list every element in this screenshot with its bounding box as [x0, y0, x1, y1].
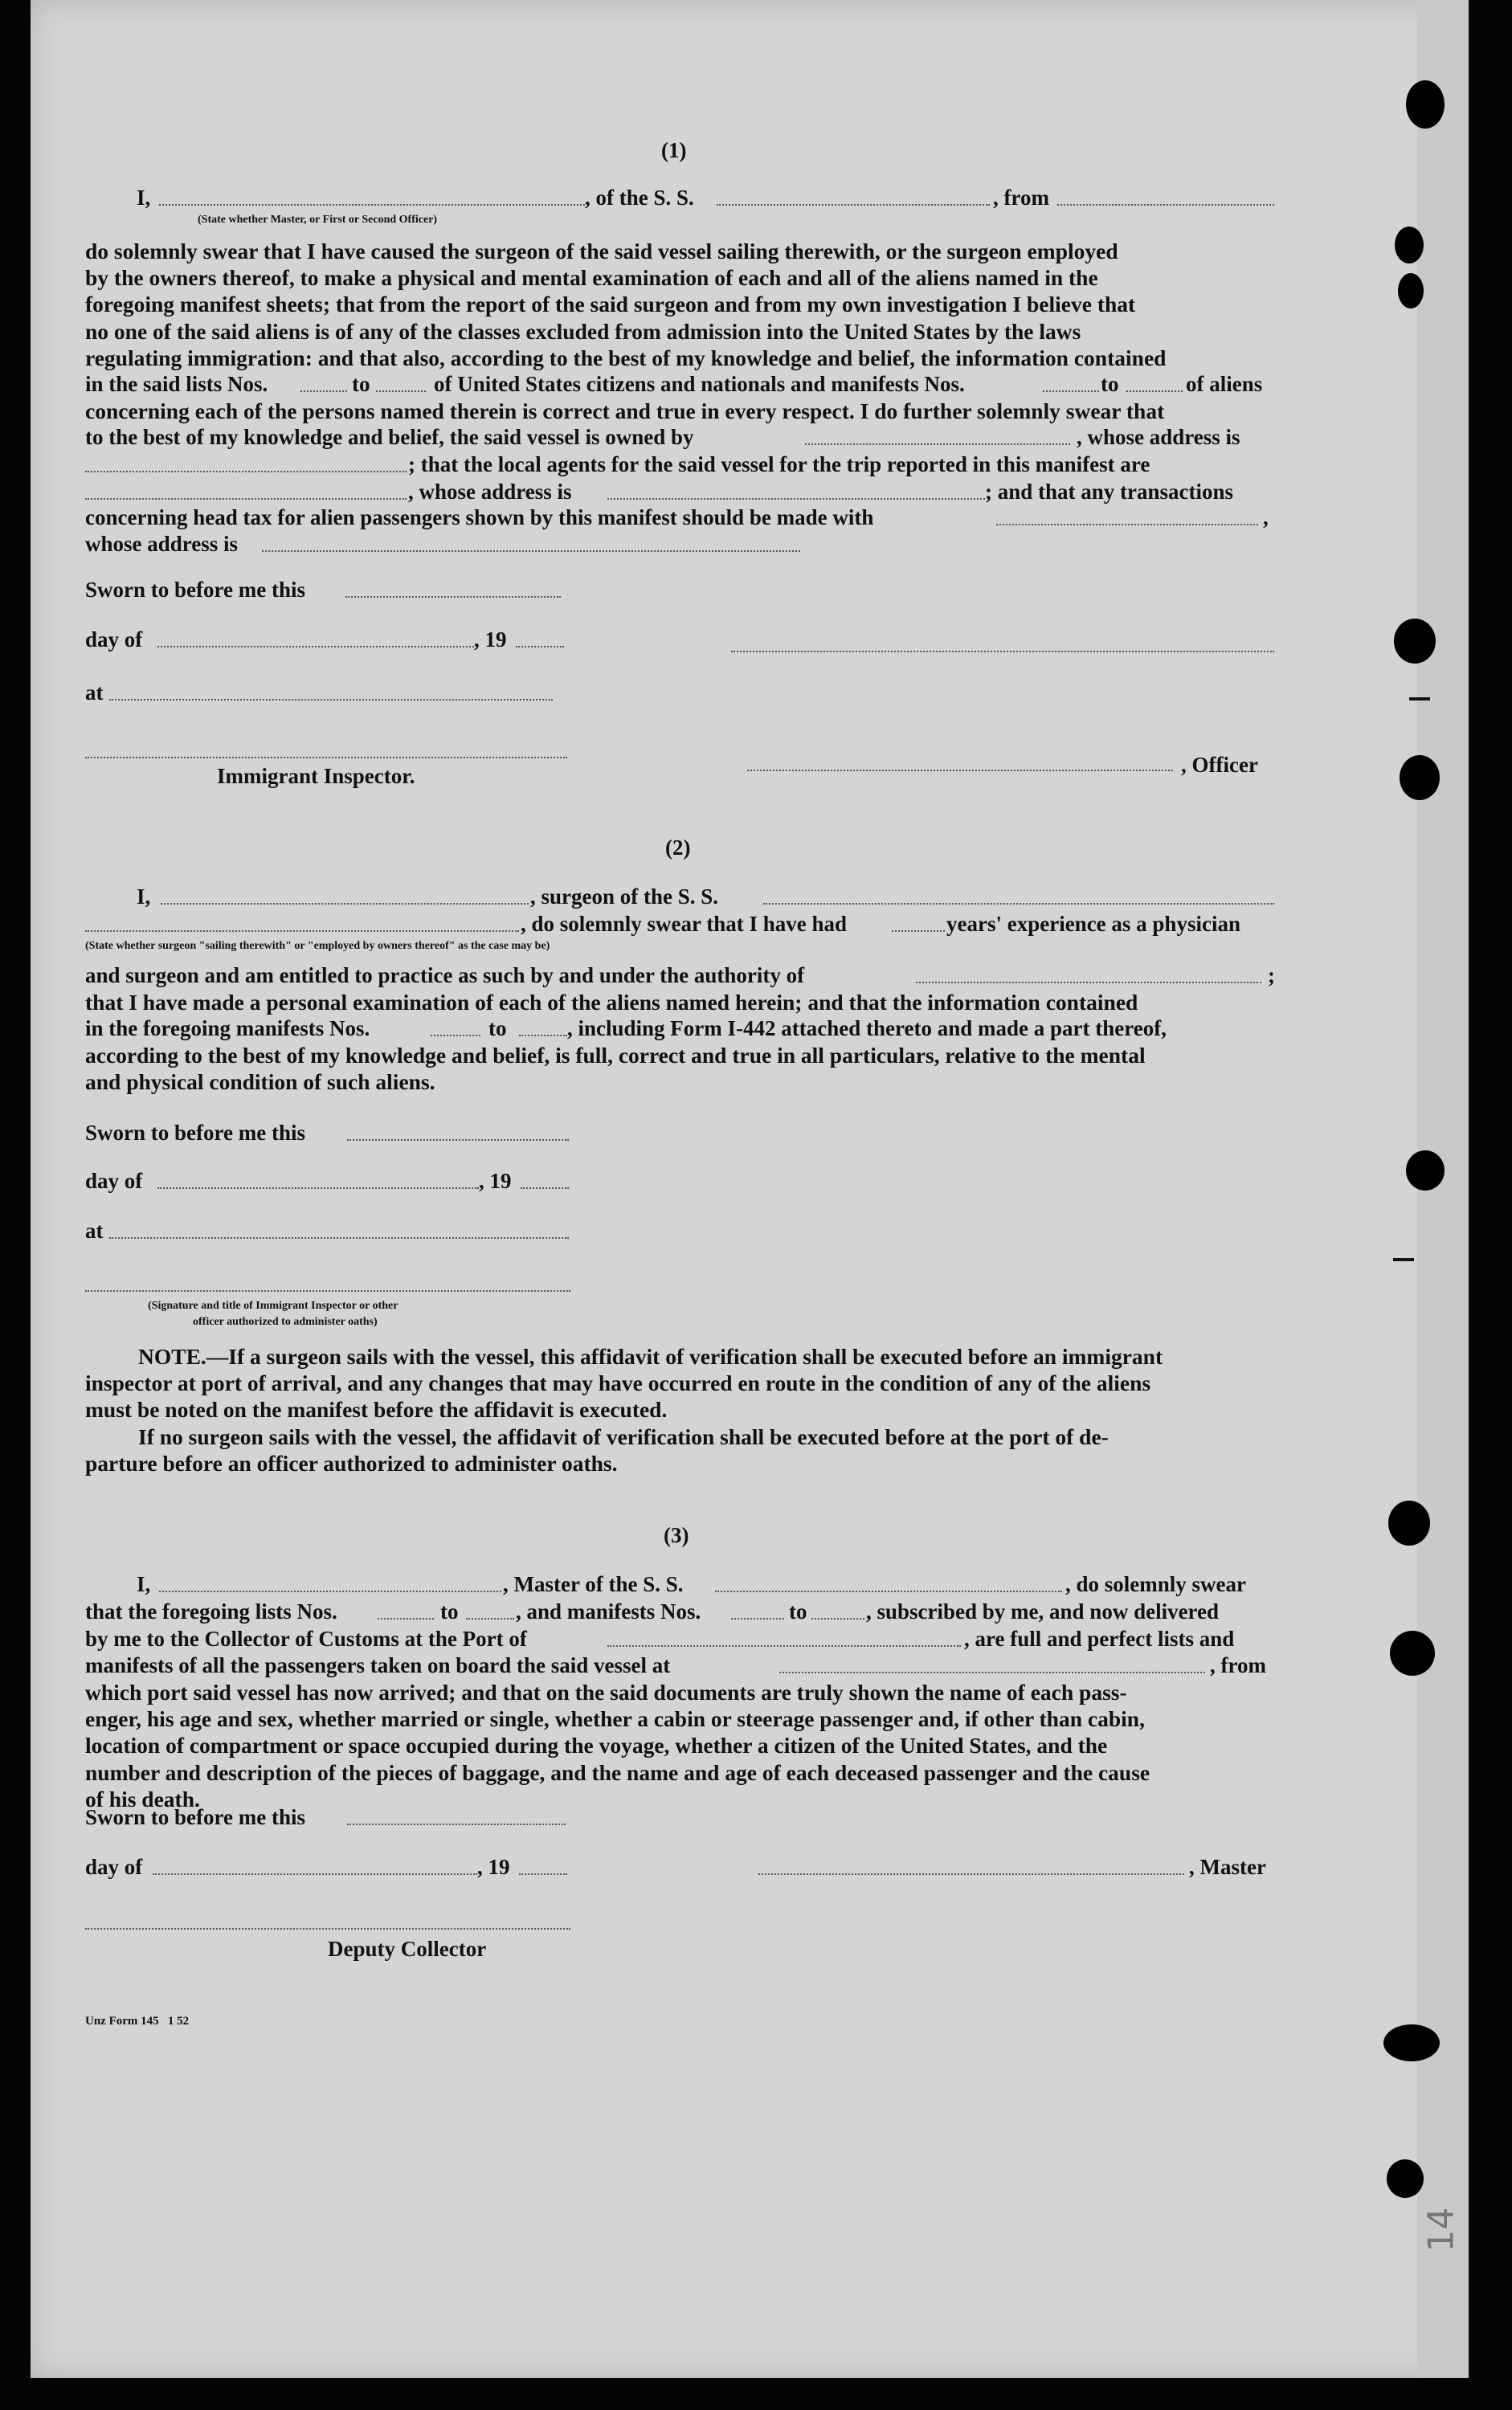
p2-body: that I have made a personal examination of each of the aliens named herein; and that the information contained: [85, 990, 1138, 1015]
p3-port-field[interactable]: [607, 1645, 961, 1647]
p3-port-a: by me to the Collector of Customs at the Port of: [85, 1627, 527, 1651]
p1-lists-b: of United States citizens and nationals and manifests Nos.: [434, 372, 965, 396]
p2-note: NOTE.—If a surgeon sails with the vessel, this affidavit of verification shall be executed before an immigrant inspector at port of arrival, and any changes that may have occurred en route in the condition of any of the aliens must be noted on the manifest before the affidavit is executed. If no surgeon sails with the vessel, the affidavit of verification shall be executed before at the port of de- parture before an officer authorized to administer oaths.: [85, 1344, 1163, 1476]
p1-agents-address-field[interactable]: [607, 498, 985, 500]
p3-board-a: manifests of all the passengers taken on board the said vessel at: [85, 1653, 671, 1677]
margin-mark: 14: [1420, 2207, 1462, 2253]
p2-manifests-from-field[interactable]: [431, 1035, 480, 1036]
p1-lists-c: of aliens: [1186, 372, 1263, 396]
p1-head-tax-address-field[interactable]: [262, 550, 800, 552]
p3-deputy-signature-line[interactable]: [85, 1928, 570, 1930]
p2-authority: and surgeon and am entitled to practice as such by and under the authority of: [85, 963, 805, 987]
p2-at: at: [85, 1219, 104, 1243]
punch-hole: [1388, 1501, 1430, 1546]
p2-years: years' experience as a physician: [946, 912, 1240, 936]
p1-immigrant-inspector: Immigrant Inspector.: [217, 764, 415, 788]
p1-body: do solemnly swear that I have caused the surgeon of the said vessel sailing therewith, or the surgeon employed by the owners thereof, to make a physical and mental examination of each and all of the aliens named in the foregoing manifest sheets; that from the report of the said surgeon and from my own investigation I believe that no one of the said aliens is of any of the classes excluded from admission into the United States by the laws regulating immigration: and that also, according to the best of my knowledge and belief, the information contained: [85, 239, 1167, 370]
p1-nineteen: , 19: [474, 627, 507, 652]
p2-manifests-to: to: [488, 1016, 507, 1040]
p2-swear: , do solemnly swear that I have had: [521, 912, 848, 936]
p3-lists-to2: to: [789, 1599, 807, 1624]
p1-agents: ; that the local agents for the said vessel for the trip reported in this manifest are: [408, 452, 1150, 476]
p1-manifests-to-field[interactable]: [1126, 390, 1183, 392]
p3-lists-b: , and manifests Nos.: [516, 1599, 701, 1624]
p3-nineteen: , 19: [477, 1855, 510, 1879]
p1-of-ss: , of the S. S.: [585, 186, 694, 210]
punch-hole: [1394, 619, 1436, 664]
p3-lists-to1: to: [440, 1599, 459, 1624]
p3-lists-a: that the foregoing lists Nos.: [85, 1599, 337, 1624]
p3-master-of-ss: , Master of the S. S.: [503, 1572, 684, 1596]
p2-years-field[interactable]: [892, 930, 945, 932]
p3-i: I,: [137, 1572, 151, 1596]
p3-sworn: Sworn to before me this: [85, 1805, 305, 1829]
p2-manifests-a: in the foregoing manifests Nos.: [85, 1016, 370, 1040]
p2-sig-note-2: officer authorized to administer oaths): [193, 1316, 378, 1328]
p3-body: which port said vessel has now arrived; and that on the said documents are truly shown the name of each pass- enger, his age and sex, whether married or single, whether a cabin or steerage passenger and, if other than cabin, location of compartment or space occupied during the voyage, whether a citizen of the United States, and the number and description of the pieces of baggage, and the name and age of each deceased passenger and the cause of his death.: [85, 1680, 1150, 1812]
punch-hole: [1400, 755, 1440, 800]
punch-hole: [1395, 227, 1424, 263]
section-3-number: (3): [664, 1523, 689, 1547]
p1-transactions: ; and that any transactions: [985, 480, 1234, 504]
p3-ship-field[interactable]: [715, 1591, 1062, 1592]
p1-officer-field[interactable]: [747, 770, 1173, 771]
p1-lists-a: in the said lists Nos.: [85, 372, 268, 396]
p1-owned-a: to the best of my knowledge and belief, the said vessel is owned by: [85, 425, 694, 449]
p2-manifests-b: , including Form I-442 attached thereto and made a part thereof,: [567, 1016, 1167, 1040]
p3-deputy-collector: Deputy Collector: [328, 1937, 487, 1961]
p2-day-of: day of: [85, 1169, 143, 1193]
section-1-number: (1): [661, 138, 687, 162]
punch-hole: [1383, 2024, 1440, 2061]
p3-lists-to-field[interactable]: [466, 1618, 514, 1620]
p1-agents-field[interactable]: [85, 498, 407, 500]
p1-lists-to1: to: [352, 372, 370, 396]
p1-master-field[interactable]: [159, 204, 585, 206]
p2-surgeon-of-ss: , surgeon of the S. S.: [530, 884, 719, 909]
p2-surgeon-type-field[interactable]: [85, 930, 519, 932]
p3-master-signature-line[interactable]: [758, 1873, 1184, 1875]
p2-body-2: according to the best of my knowledge and belief, is full, correct and true in all particulars, relative to the mental and physical condition of such aliens.: [85, 1043, 1146, 1095]
p1-lists-to2: to: [1101, 372, 1119, 396]
punch-hole: [1398, 273, 1424, 308]
p2-sig-note-1: (Signature and title of Immigrant Inspector or other: [148, 1300, 398, 1312]
p3-swear: , do solemnly swear: [1065, 1572, 1246, 1596]
p1-head-tax-field[interactable]: [996, 524, 1258, 525]
p1-whose-addr2: whose address is: [85, 532, 239, 556]
punch-hole: [1387, 2159, 1424, 2198]
p3-day-of-field[interactable]: [153, 1873, 477, 1875]
p3-manifests-from-field[interactable]: [731, 1618, 784, 1620]
p1-at-field[interactable]: [109, 699, 553, 701]
p1-owner-address-field[interactable]: [85, 471, 407, 472]
p1-owner-field[interactable]: [805, 443, 1070, 445]
p1-inspector-signature-line[interactable]: [85, 757, 567, 758]
punch-hole: [1390, 1631, 1435, 1676]
p2-ship-field[interactable]: [763, 903, 1274, 905]
p1-sworn: Sworn to before me this: [85, 578, 305, 602]
form-identifier: Unz Form 145 1 52: [85, 2015, 190, 2028]
p3-board-field[interactable]: [779, 1672, 1205, 1673]
p2-day-of-field[interactable]: [157, 1187, 479, 1189]
p2-authority-end: ;: [1268, 963, 1275, 987]
p1-sworn-day-field[interactable]: [345, 596, 561, 598]
p1-at: at: [85, 680, 104, 705]
p1-lists-to-field[interactable]: [376, 390, 426, 392]
p3-year-field[interactable]: [519, 1873, 567, 1875]
p1-head-tax-comma: ,: [1263, 505, 1269, 529]
p1-day-of-field[interactable]: [157, 646, 474, 647]
p2-manifests-to-field[interactable]: [519, 1035, 567, 1036]
p2-surgeon-note: (State whether surgeon "sailing therewith" or "employed by owners thereof" as the case may be): [85, 940, 550, 952]
p1-from-field[interactable]: [1057, 204, 1274, 206]
p3-board-b: , from: [1210, 1653, 1266, 1677]
p1-lists-from-field[interactable]: [300, 390, 347, 392]
p1-day-of: day of: [85, 627, 143, 652]
p3-manifests-to-field[interactable]: [811, 1618, 864, 1620]
p2-signature-line[interactable]: [85, 1290, 570, 1292]
p1-whose-addr: , whose address is: [408, 480, 572, 504]
p1-master-note: (State whether Master, or First or Second Officer): [198, 214, 438, 226]
p1-from: , from: [993, 186, 1049, 210]
p1-officer: , Officer: [1181, 753, 1258, 777]
margin-dash: [1409, 697, 1430, 701]
p1-body-2: concerning each of the persons named therein is correct and true in every respect. I do further solemnly swear that: [85, 398, 1165, 423]
p1-year-field[interactable]: [516, 646, 564, 647]
p3-port-b: , are full and perfect lists and: [964, 1627, 1235, 1651]
p3-lists-c: , subscribed by me, and now delivered: [866, 1599, 1220, 1624]
p3-sworn-day-field[interactable]: [347, 1824, 566, 1825]
p2-year-field[interactable]: [521, 1187, 569, 1189]
margin-dash: [1393, 1258, 1414, 1261]
p1-owned-b: , whose address is: [1077, 425, 1240, 449]
p2-authority-field[interactable]: [916, 982, 1261, 983]
p2-sworn-day-field[interactable]: [347, 1139, 569, 1141]
p1-officer-signature-line[interactable]: [731, 651, 1274, 652]
p3-lists-from-field[interactable]: [378, 1618, 434, 1620]
p2-at-field[interactable]: [109, 1237, 569, 1239]
p2-nineteen: , 19: [479, 1169, 512, 1193]
p1-ship-field[interactable]: [717, 204, 990, 206]
p1-manifests-from-field[interactable]: [1043, 390, 1099, 392]
p2-surgeon-field[interactable]: [161, 903, 529, 905]
punch-hole: [1406, 1150, 1445, 1191]
p2-sworn: Sworn to before me this: [85, 1121, 305, 1145]
p3-master: , Master: [1189, 1855, 1266, 1879]
p3-day-of: day of: [85, 1855, 143, 1879]
section-2-number: (2): [665, 835, 691, 860]
p1-head-tax: concerning head tax for alien passengers shown by this manifest should be made with: [85, 505, 874, 529]
p3-master-field[interactable]: [159, 1591, 501, 1592]
punch-hole: [1406, 80, 1445, 129]
p2-i: I,: [137, 884, 151, 909]
p1-i: I,: [137, 186, 151, 210]
